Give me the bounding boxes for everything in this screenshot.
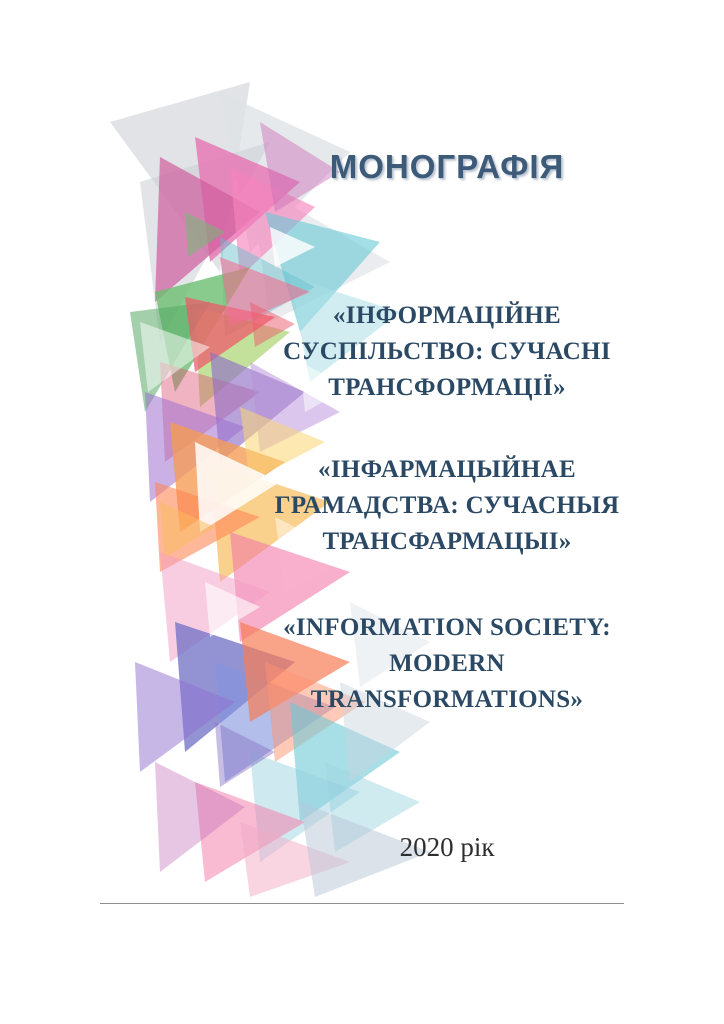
- book-cover: [100, 62, 624, 902]
- cover-bottom-rule: [100, 903, 624, 904]
- monograph-heading: МОНОГРАФІЯ: [329, 148, 565, 185]
- publication-year: 2020 рік: [399, 832, 495, 862]
- cover-text-column: [270, 62, 624, 902]
- title-english: «INFORMATION SOCIETY: MODERN TRANSFORMATIONS»: [283, 614, 611, 713]
- title-belarusian: «ІНФАРМАЦЫЙНАЕ ГРАМАДСТВА: СУЧАСНЫЯ ТРАНСФАРМАЦЫІ»: [274, 456, 620, 555]
- title-ukrainian: «ІНФОРМАЦІЙНЕ СУСПІЛЬСТВО: СУЧАСНІ ТРАНСФОРМАЦІЇ»: [283, 302, 611, 401]
